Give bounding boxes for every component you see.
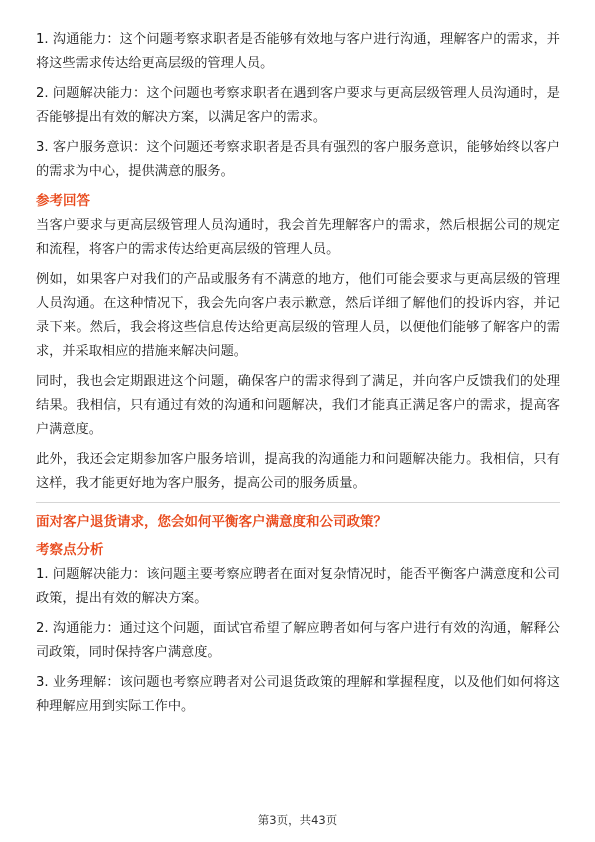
section-divider [36,502,560,503]
answer-paragraph-4: 此外，我还会定期参加客户服务培训，提高我的沟通能力和问题解决能力。我相信，只有这样，我才能更好地为客户服务，提高公司的服务质量。 [36,452,560,491]
analysis-point-3: 3. 业务理解：该问题也考察应聘者对公司退货政策的理解和掌握程度，以及他们如何将这种理解应用到实际工作中。 [36,675,560,714]
answer-paragraph-3: 同时，我也会定期跟进这个问题，确保客户的需求得到了满足，并向客户反馈我们的处理结果。我相信，只有通过有效的沟通和问题解决，我们才能真正满足客户的需求，提高客户满意度。 [36,374,560,437]
answer-paragraph-2: 例如，如果客户对我们的产品或服务有不满意的地方，他们可能会要求与更高层级的管理人员沟通。在这种情况下，我会先向客户表示歉意，然后详细了解他们的投诉内容，并记录下来。然后，我会将这些信息传达给更高层级的管理人员，以便他们能够了解客户的需求，并采取相应的措施来解决问题。 [36,272,560,359]
reference-answer-heading: 参考回答 [36,193,90,209]
analysis-point-2: 2. 沟通能力：通过这个问题，面试官希望了解应聘者如何与客户进行有效的沟通，解释公司政策，同时保持客户满意度。 [36,621,560,660]
page-number: 第3页，共43页 [257,813,338,827]
analysis-point-1: 1. 沟通能力：这个问题考察求职者是否能够有效地与客户进行沟通，理解客户的需求，并将这些需求传达给更高层级的管理人员。 [36,32,560,71]
document-page [36,28,560,725]
analysis-point-2: 2. 问题解决能力：这个问题也考察求职者在遇到客户要求与更高层级管理人员沟通时，是否能够提出有效的解决方案，以满足客户的需求。 [36,86,560,125]
analysis-point-1: 1. 问题解决能力：该问题主要考察应聘者在面对复杂情况时，能否平衡客户满意度和公司政策，提出有效的解决方案。 [36,567,560,606]
interview-question-title: 面对客户退货请求，您会如何平衡客户满意度和公司政策？ [36,514,387,530]
analysis-point-3: 3. 客户服务意识：这个问题还考察求职者是否具有强烈的客户服务意识，能够始终以客户的需求为中心，提供满意的服务。 [36,140,560,179]
answer-paragraph-1: 当客户要求与更高层级管理人员沟通时，我会首先理解客户的需求，然后根据公司的规定和流程，将客户的需求传达给更高层级的管理人员。 [36,218,560,257]
analysis-heading: 考察点分析 [36,542,104,558]
